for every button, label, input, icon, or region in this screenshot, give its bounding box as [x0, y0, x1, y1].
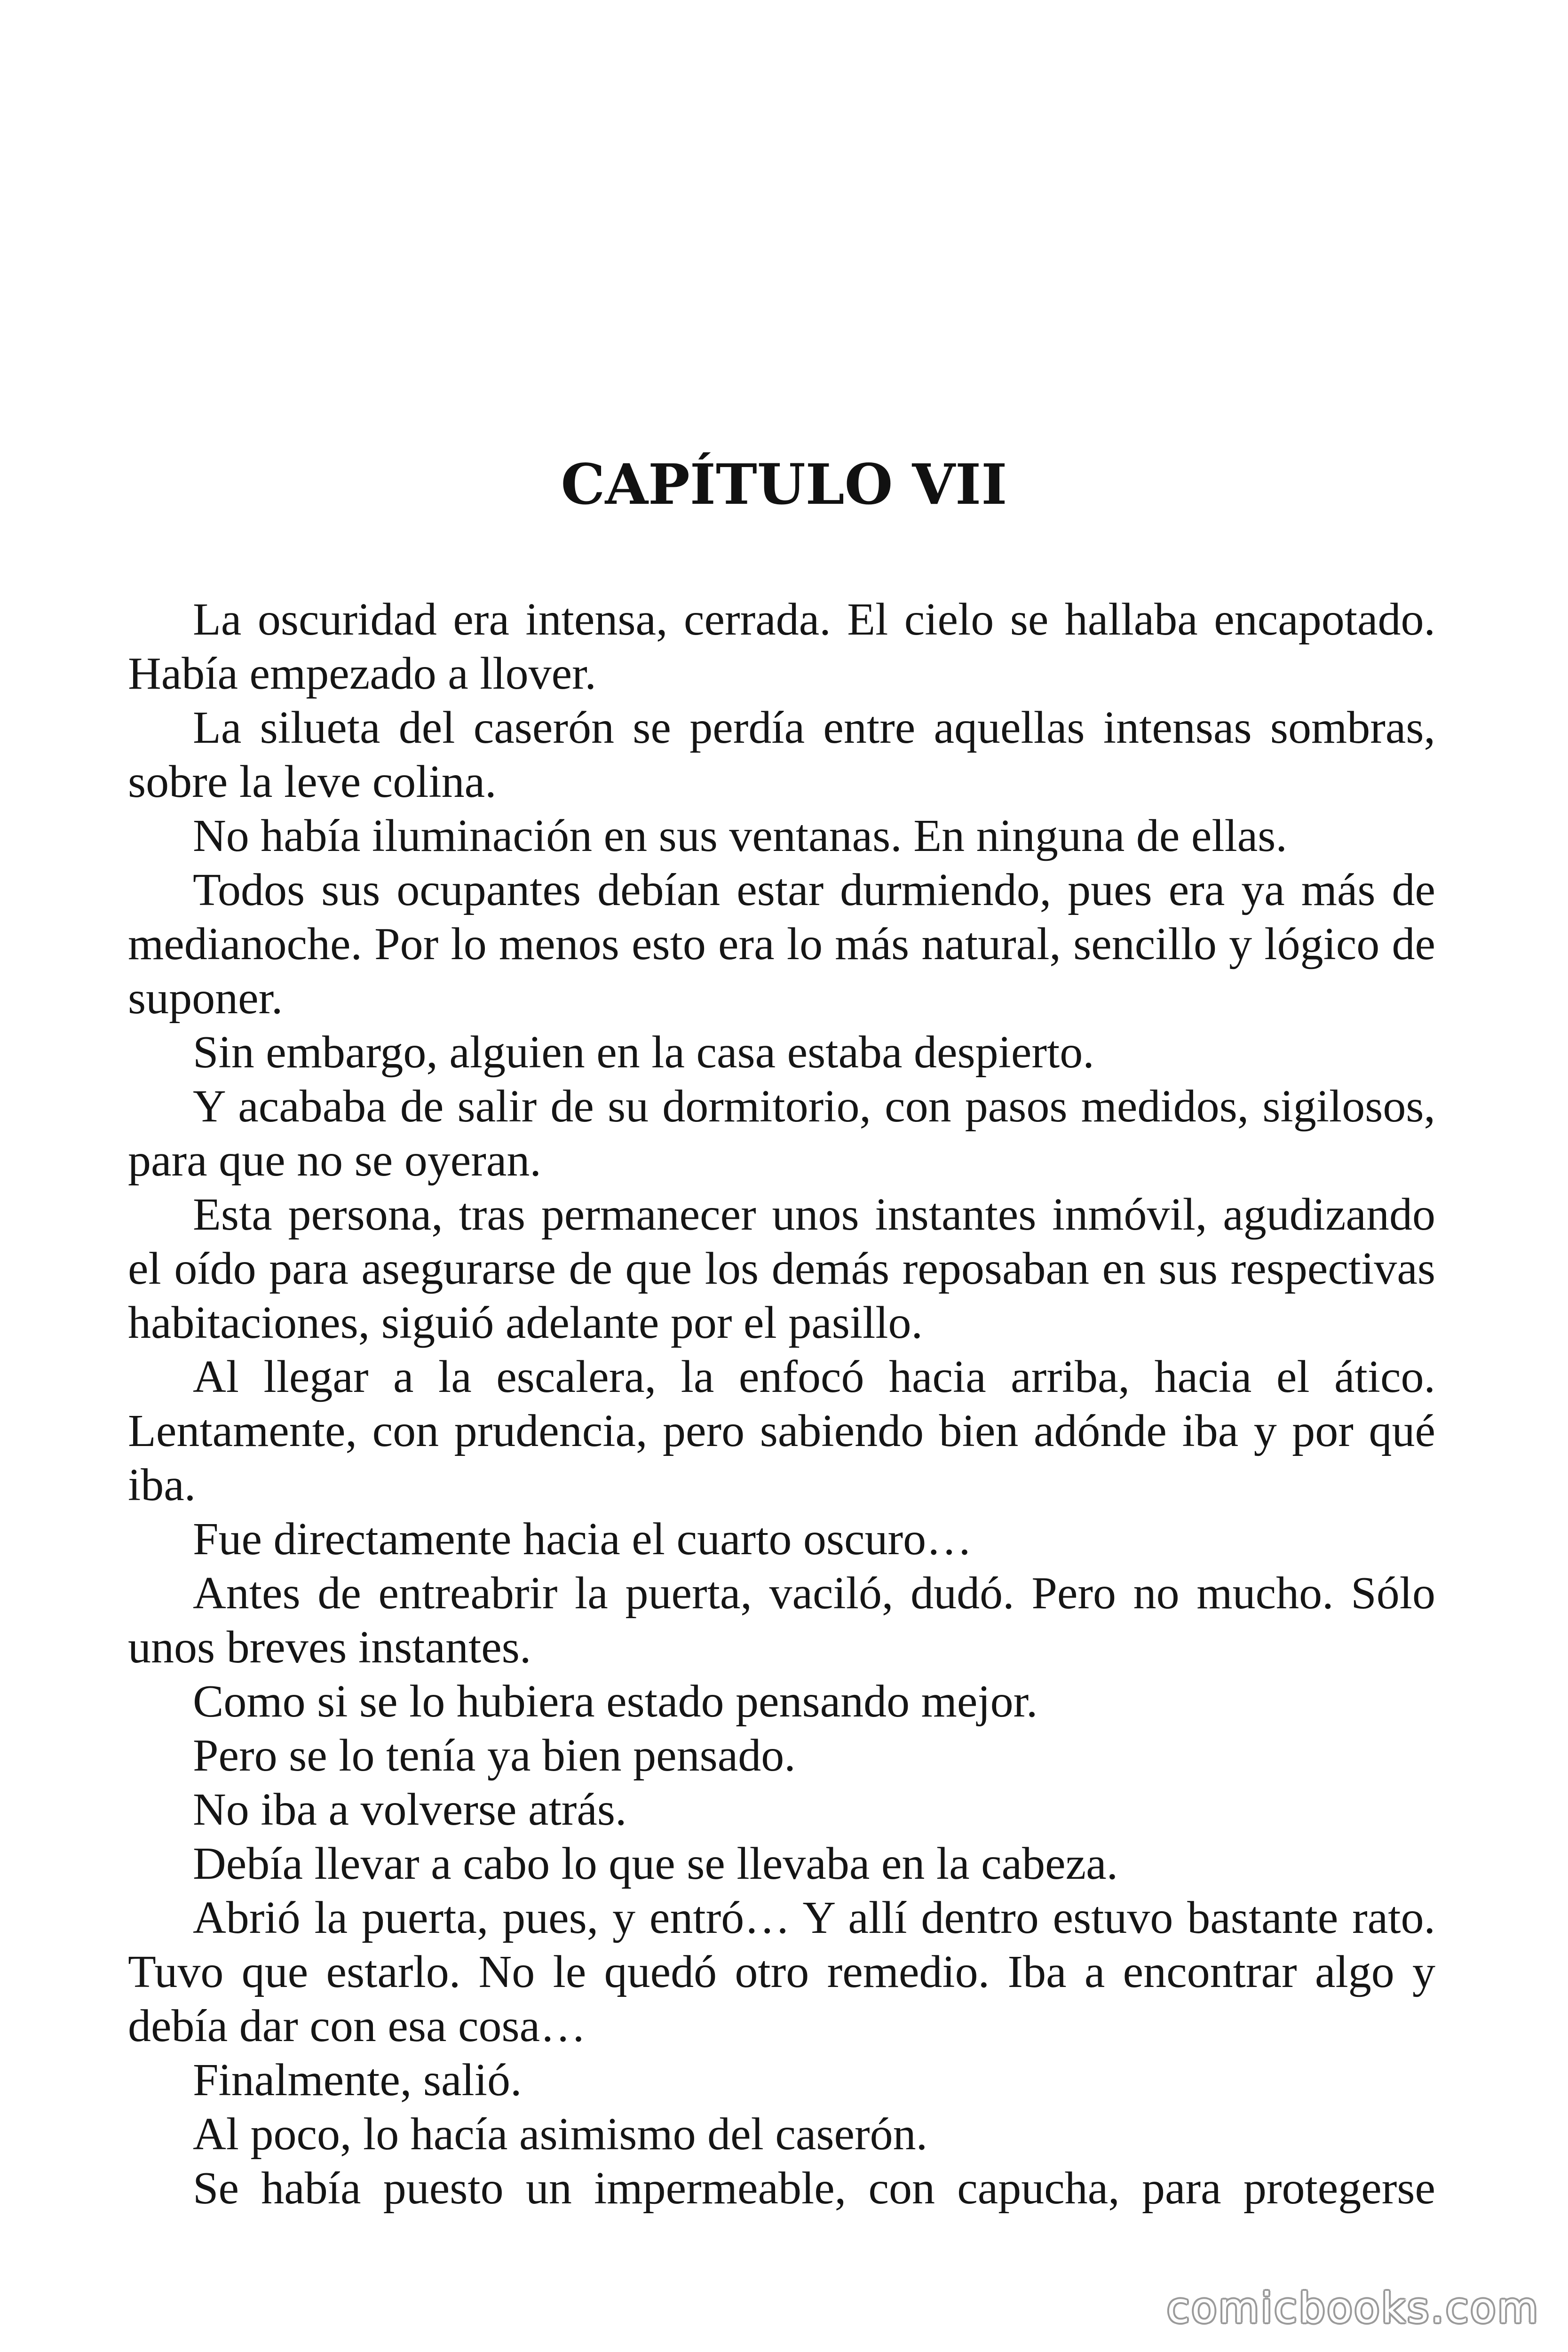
paragraph: Finalmente, salió. — [193, 2055, 522, 2106]
paragraph: Se había puesto un impermeable, con capucha, para protegerse — [193, 2163, 1435, 2214]
paragraph: Sin embargo, alguien en la casa estaba despierto. — [193, 1027, 1094, 1078]
paragraph: Pero se lo tenía ya bien pensado. — [193, 1730, 796, 1781]
paragraph: Antes de entreabrir la puerta, vaciló, dudó. Pero no mucho. Sólo unos breves instantes. — [128, 1568, 1435, 1673]
chapter-title: CAPÍTULO VII — [561, 452, 1007, 517]
watermark: comicbooks.com — [1166, 2284, 1540, 2332]
paragraph: La silueta del caserón se perdía entre aquellas intensas sombras, sobre la leve colina. — [128, 702, 1435, 807]
paragraph: Abrió la puerta, pues, y entró… Y allí dentro estuvo bastante rato. Tuvo que estarlo. No le quedó otro remedio. Iba a encontrar algo y debía dar con esa cosa… — [128, 1892, 1435, 2051]
chapter-body — [128, 593, 1435, 2216]
paragraph: Esta persona, tras permanecer unos instantes inmóvil, agudizando el oído para asegurarse de que los demás reposaban en sus respectivas habitaciones, siguió adelante por el pasillo. — [128, 1189, 1435, 1348]
paragraph: Al poco, lo hacía asimismo del caserón. — [193, 2109, 928, 2160]
paragraph: No había iluminación en sus ventanas. En ninguna de ellas. — [193, 810, 1287, 861]
paragraph: Fue directamente hacia el cuarto oscuro… — [193, 1514, 973, 1565]
paragraph: Debía llevar a cabo lo que se llevaba en la cabeza. — [193, 1838, 1118, 1889]
paragraph: Al llegar a la escalera, la enfocó hacia arriba, hacia el ático. Lentamente, con prudencia, pero sabiendo bien adónde iba y por qué iba. — [128, 1351, 1435, 1510]
paragraph: Como si se lo hubiera estado pensando mejor. — [193, 1676, 1038, 1727]
paragraph: Todos sus ocupantes debían estar durmiendo, pues era ya más de medianoche. Por lo menos esto era lo más natural, sencillo y lógico de suponer. — [128, 865, 1435, 1024]
paragraph: La oscuridad era intensa, cerrada. El cielo se hallaba encapotado. Había empezado a llover. — [128, 594, 1435, 699]
paragraph: Y acababa de salir de su dormitorio, con pasos medidos, sigilosos, para que no se oyeran. — [128, 1081, 1435, 1186]
paragraph: No iba a volverse atrás. — [193, 1784, 627, 1835]
